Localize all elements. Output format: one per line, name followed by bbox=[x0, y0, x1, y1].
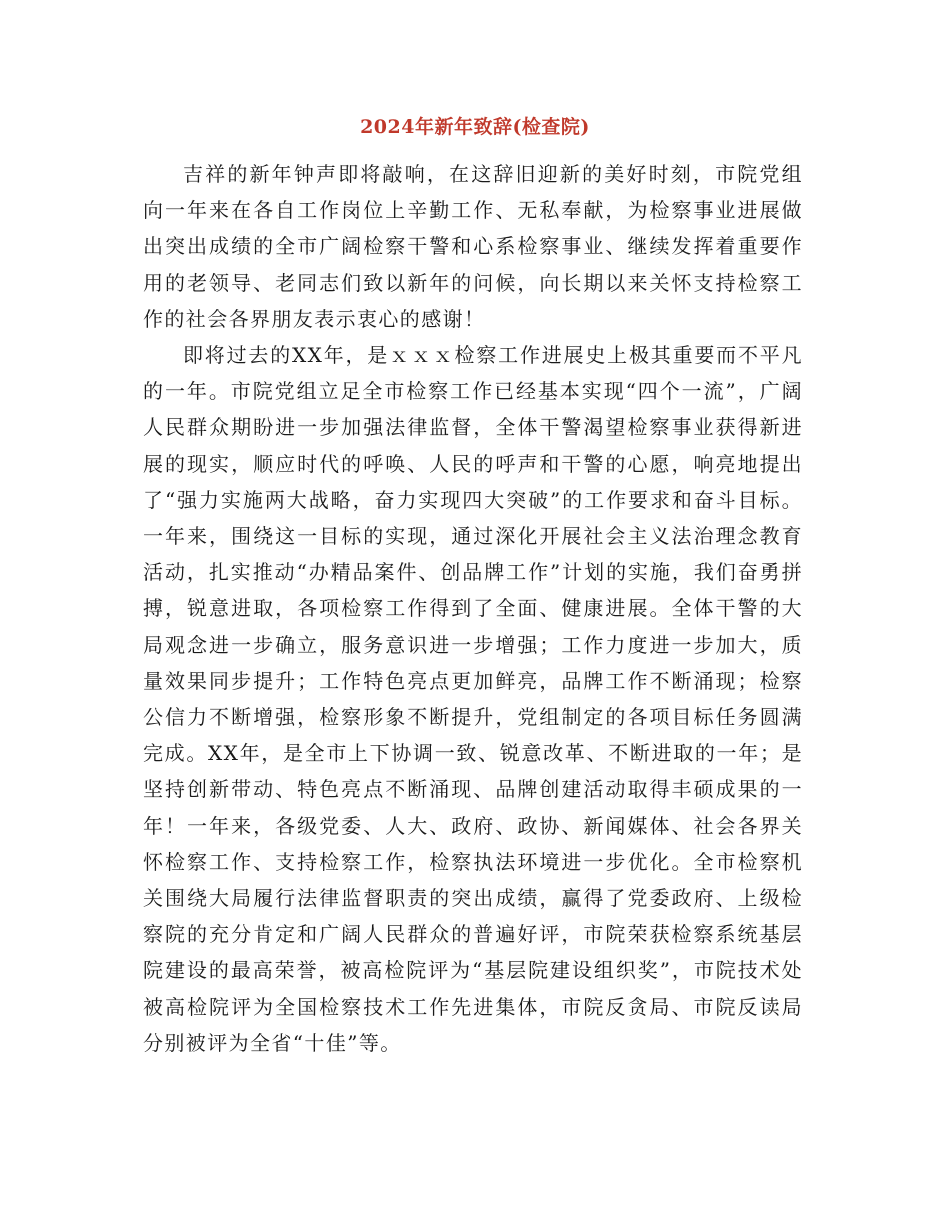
document-body bbox=[143, 156, 803, 1061]
paragraph: 即将过去的XX年，是ｘｘｘ检察工作进展史上极其重要而不平凡的一年。市院党组立足全市检察工作已经基本实现“四个一流”，广阔人民群众期盼进一步加强法律监督，全体干警渴望检察事业获得新进展的现实，顺应时代的呼唤、人民的呼声和干警的心愿，响亮地提出了“强力实施两大战略，奋力实现四大突破”的工作要求和奋斗目标。一年来，围绕这一目标的实现，通过深化开展社会主义法治理念教育活动，扎实推动“办精品案件、创品牌工作”计划的实施，我们奋勇拼搏，锐意进取，各项检察工作得到了全面、健康进展。全体干警的大局观念进一步确立，服务意识进一步增强；工作力度进一步加大，质量效果同步提升；工作特色亮点更加鲜亮，品牌工作不断涌现；检察公信力不断增强，检察形象不断提升，党组制定的各项目标任务圆满完成。XX年，是全市上下协调一致、锐意改革、不断进取的一年；是坚持创新带动、特色亮点不断涌现、品牌创建活动取得丰硕成果的一年！一年来，各级党委、人大、政府、政协、新闻媒体、社会各界关怀检察工作、支持检察工作，检察执法环境进一步优化。全市检察机关围绕大局履行法律监督职责的突出成绩，赢得了党委政府、上级检察院的充分肯定和广阔人民群众的普遍好评，市院荣获检察系统基层院建设的最高荣誉，被高检院评为“基层院建设组织奖”，市院技术处被高检院评为全国检察技术工作先进集体，市院反贪局、市院反读局分别被评为全省“十佳”等。 bbox=[143, 343, 803, 1055]
paragraph: 吉祥的新年钟声即将敲响，在这辞旧迎新的美好时刻，市院党组向一年来在各自工作岗位上辛勤工作、无私奉献，为检察事业进展做出突出成绩的全市广阔检察干警和心系检察事业、继续发挥着重要作用的老领导、老同志们致以新年的问候，向长期以来关怀支持检察工作的社会各界朋友表示衷心的感谢！ bbox=[143, 162, 803, 331]
document-title: 2024年新年致辞(检查院) bbox=[360, 116, 590, 138]
